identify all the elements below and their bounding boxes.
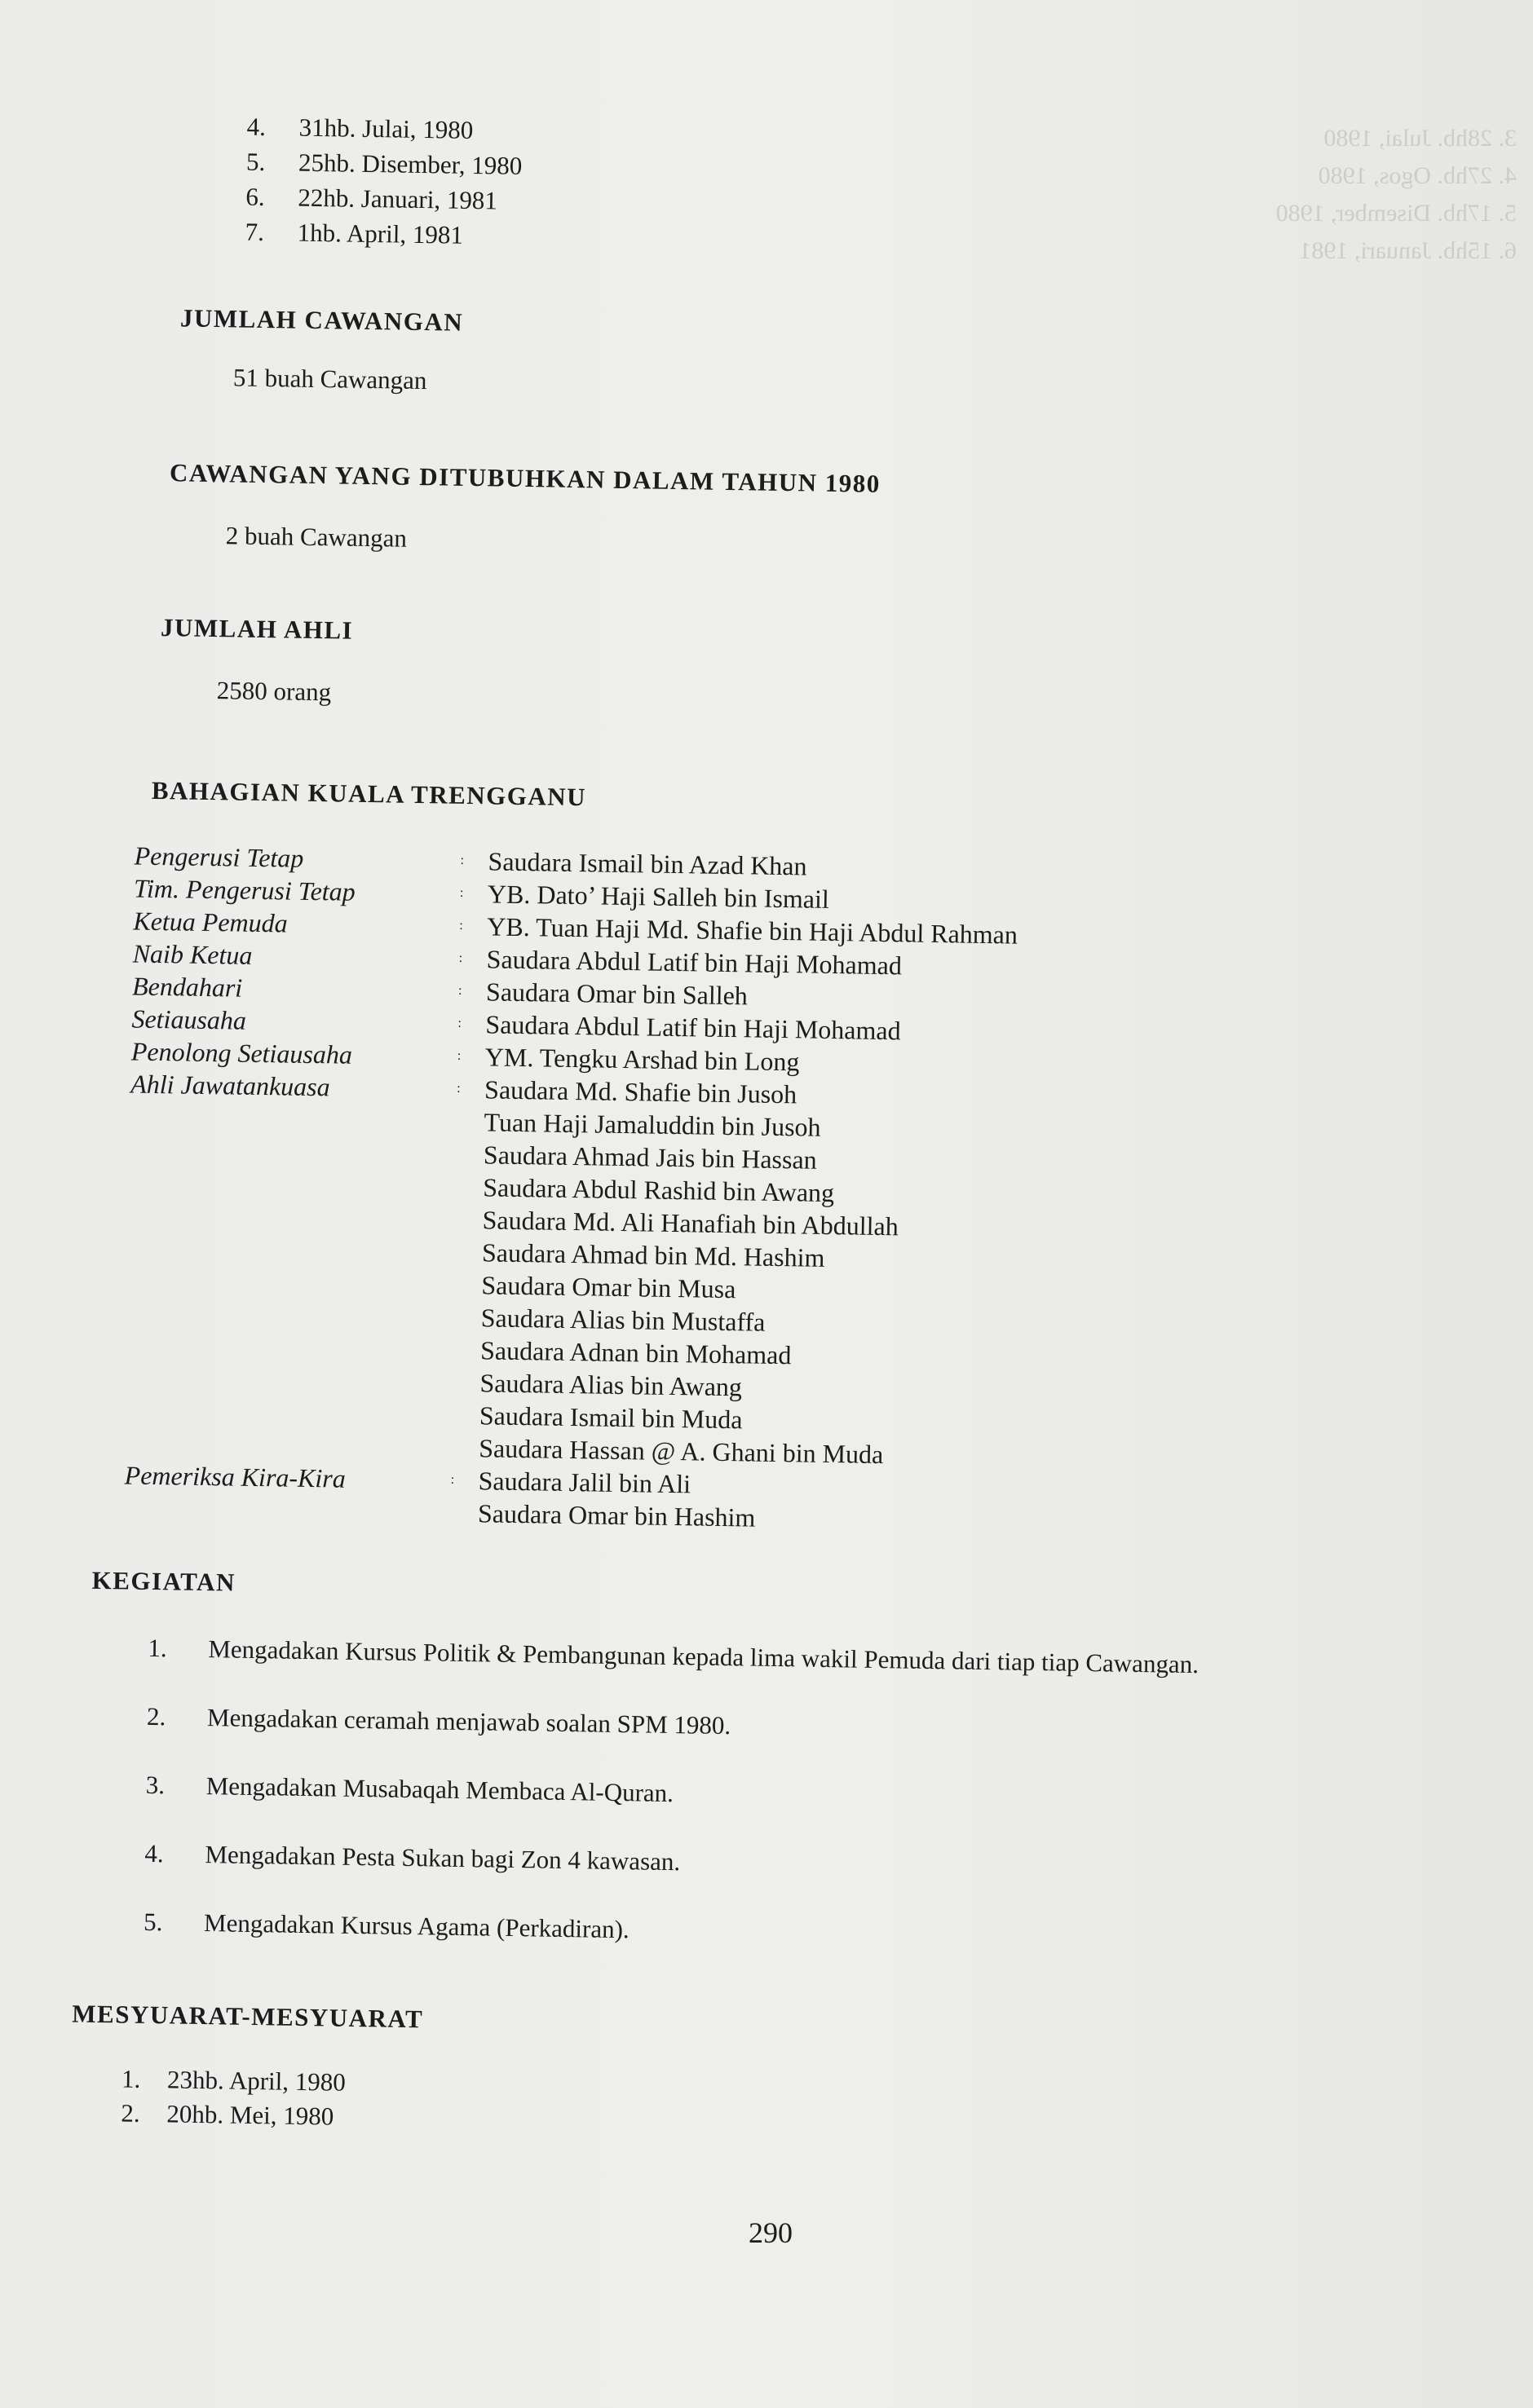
section-heading-mesyuarat: MESYUARAT-MESYUARAT: [72, 1999, 424, 2034]
cawangan-baru-value: 2 buah Cawangan: [225, 521, 408, 553]
committee-row: Tim. Pengerusi Tetap : YB. Dato’ Haji Salleh bin Ismail: [133, 873, 830, 914]
list-item: 1. Mengadakan Kursus Politik & Pembangunan kepada lima wakil Pemuda dari tiap tiap Cawangan.: [148, 1633, 1199, 1679]
committee-row: Ketua Pemuda : YB. Tuan Haji Md. Shafie bin Haji Abdul Rahman: [133, 906, 1018, 950]
committee-row-auditor: Pemeriksa Kira-Kira : Saudara Jalil bin Ali: [124, 1459, 691, 1498]
ajk-member: Saudara Alias bin Mustaffa: [480, 1302, 766, 1337]
ajk-member: Saudara Alias bin Awang: [479, 1367, 743, 1401]
section-heading-jumlah-ahli: JUMLAH AHLI: [160, 613, 354, 645]
mesyuarat-list: [121, 2062, 346, 2133]
ajk-member: Saudara Ismail bin Muda: [479, 1400, 743, 1434]
ajk-member: Saudara Md. Ali Hanafiah bin Abdullah: [482, 1204, 899, 1241]
jumlah-ahli-value: 2580 orang: [216, 676, 332, 707]
ajk-member: Tuan Haji Jamaluddin bin Jusoh: [484, 1106, 821, 1142]
list-item: 3. Mengadakan Musabaqah Membaca Al-Quran.: [145, 1770, 674, 1808]
page-number: 290: [749, 2216, 793, 2249]
list-item: 4. 31hb. Julai, 1980: [246, 112, 474, 144]
auditor-member: Saudara Omar bin Hashim: [477, 1497, 756, 1533]
list-item: 5. Mengadakan Kursus Agama (Perkadiran).: [143, 1907, 630, 1944]
kegiatan-list: [143, 1632, 1469, 1995]
ajk-member: Saudara Ahmad Jais bin Hassan: [483, 1139, 817, 1175]
committee-list: [124, 840, 1374, 1544]
committee-row: Pengerusi Tetap : Saudara Ismail bin Azad Khan: [134, 840, 807, 881]
ajk-member: Saudara Adnan bin Mohamad: [479, 1334, 792, 1369]
list-item: 2. Mengadakan ceramah menjawab soalan SPM 1980.: [146, 1701, 731, 1740]
list-item: 1. 23hb. April, 1980: [121, 2064, 347, 2097]
ajk-member: Saudara Abdul Rashid bin Awang: [483, 1171, 835, 1207]
ajk-member: Saudara Hassan @ A. Ghani bin Muda: [479, 1432, 884, 1469]
ajk-member: Saudara Ahmad bin Md. Hashim: [481, 1237, 825, 1272]
bleed-through-text: 3. 28hb. Julai, 1980 4. 27hb. Ogos, 1980 5. 17hb. Disember, 1980 6. 15hb. Januari, 1981: [1275, 125, 1517, 264]
list-item: 4. Mengadakan Pesta Sukan bagi Zon 4 kawasan.: [144, 1838, 681, 1877]
section-heading-kegiatan: KEGIATAN: [91, 1565, 236, 1597]
list-item: 6. 22hb. Januari, 1981: [245, 182, 498, 214]
section-heading-bahagian: BAHAGIAN KUALA TRENGGANU: [151, 775, 587, 812]
committee-row: Bendahari : Saudara Omar bin Salleh: [131, 971, 749, 1010]
committee-row: Naib Ketua : Saudara Abdul Latif bin Haji Mohamad: [132, 938, 903, 980]
committee-row: Ahli Jawatankuasa : Saudara Md. Shafie bin Jusoh: [130, 1069, 797, 1109]
jumlah-cawangan-value: 51 buah Cawangan: [232, 363, 427, 395]
section-heading-jumlah-cawangan: JUMLAH CAWANGAN: [179, 303, 464, 337]
committee-row: Setiausaha : Saudara Abdul Latif bin Haji Mohamad: [131, 1003, 901, 1045]
list-item: 2. 20hb. Mei, 1980: [121, 2098, 334, 2131]
list-item: 7. 1hb. April, 1981: [245, 217, 464, 249]
section-heading-cawangan-baru: CAWANGAN YANG DITUBUHKAN DALAM TAHUN 1980: [169, 458, 881, 498]
ajk-member: Saudara Omar bin Musa: [481, 1269, 736, 1303]
list-item: 5. 25hb. Disember, 1980: [245, 147, 523, 180]
meeting-date-list: [245, 109, 523, 254]
committee-row: Penolong Setiausaha : YM. Tengku Arshad bin Long: [130, 1036, 800, 1076]
